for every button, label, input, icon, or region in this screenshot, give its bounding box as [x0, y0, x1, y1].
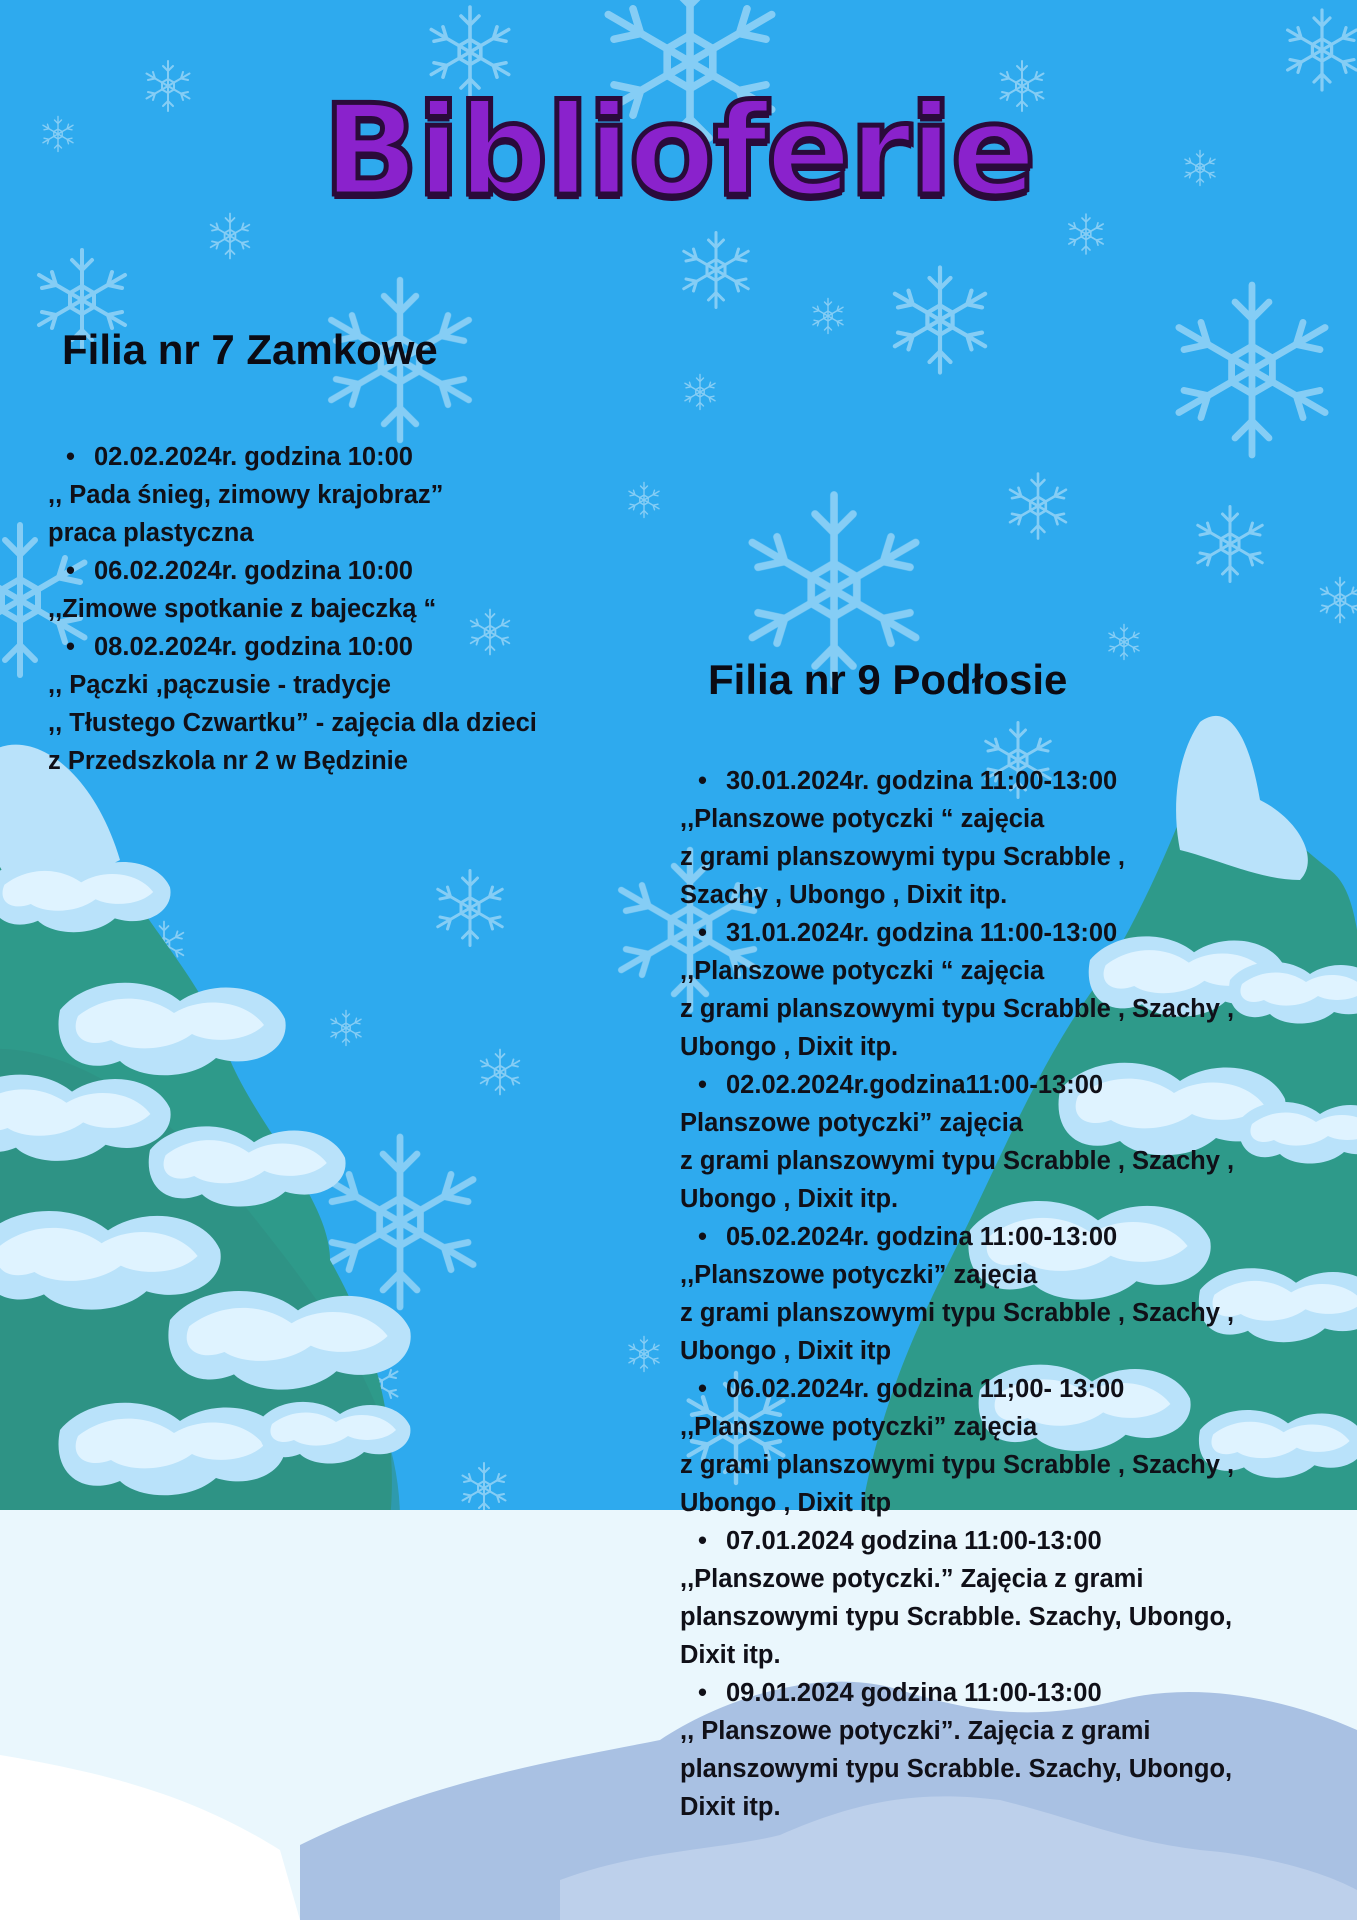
event-item — [680, 1066, 1234, 1218]
event-item — [680, 914, 1234, 1066]
page-title: Biblioferie — [322, 77, 1035, 224]
right-heading: Filia nr 9 Podłosie — [708, 656, 1068, 703]
event-item — [48, 552, 537, 628]
right-events-list — [680, 762, 1234, 1826]
event-date: • 05.02.2024r. godzina 11:00-13:00 — [680, 1218, 1234, 1256]
event-description-line: praca plastyczna — [48, 519, 254, 547]
event-item — [48, 438, 537, 552]
event-date: • 02.02.2024r. godzina 10:00 — [48, 438, 537, 476]
event-description-line: planszowymi typu Scrabble. Szachy, Ubongo, — [680, 1755, 1233, 1783]
event-date: • 06.02.2024r. godzina 10:00 — [48, 552, 537, 590]
event-description-line: ,,Planszowe potyczki.” Zajęcia z grami — [680, 1565, 1144, 1593]
event-date: • 06.02.2024r. godzina 11;00- 13:00 — [680, 1370, 1234, 1408]
left-heading: Filia nr 7 Zamkowe — [62, 326, 438, 373]
event-description-line: z grami planszowymi typu Scrabble , — [680, 843, 1125, 871]
event-description-line: Planszowe potyczki” zajęcia — [680, 1109, 1023, 1137]
event-description-line: Ubongo , Dixit itp — [680, 1337, 892, 1365]
event-description-line: z grami planszowymi typu Scrabble , Szachy , — [680, 1147, 1235, 1175]
event-item — [680, 1522, 1234, 1674]
event-item — [680, 1674, 1234, 1826]
event-description-line: Szachy , Ubongo , Dixit itp. — [680, 881, 1008, 909]
event-description-line: z grami planszowymi typu Scrabble , Szachy , — [680, 1299, 1235, 1327]
event-description-line: ,,Zimowe spotkanie z bajeczką “ — [48, 595, 437, 623]
event-description-line: z Przedszkola nr 2 w Będzinie — [48, 747, 408, 775]
event-description-line: Ubongo , Dixit itp. — [680, 1185, 899, 1213]
event-description-line: ,,Planszowe potyczki “ zajęcia — [680, 957, 1045, 985]
event-date: • 02.02.2024r.godzina11:00-13:00 — [680, 1066, 1234, 1104]
event-item — [680, 762, 1234, 914]
event-date: • 08.02.2024r. godzina 10:00 — [48, 628, 537, 666]
event-description-line: z grami planszowymi typu Scrabble , Szachy , — [680, 995, 1235, 1023]
event-item — [680, 1218, 1234, 1370]
event-description-line: ,, Planszowe potyczki”. Zajęcia z grami — [680, 1717, 1151, 1745]
event-description-line: ,,Planszowe potyczki” zajęcia — [680, 1261, 1038, 1289]
event-description-line: ,,Planszowe potyczki” zajęcia — [680, 1413, 1038, 1441]
event-description-line: ,,Planszowe potyczki “ zajęcia — [680, 805, 1045, 833]
event-date: • 09.01.2024 godzina 11:00-13:00 — [680, 1674, 1234, 1712]
event-date: • 31.01.2024r. godzina 11:00-13:00 — [680, 914, 1234, 952]
event-description-line: Ubongo , Dixit itp — [680, 1489, 892, 1517]
event-date: • 07.01.2024 godzina 11:00-13:00 — [680, 1522, 1234, 1560]
event-description-line: ,, Pączki ,pączusie - tradycje — [48, 671, 391, 699]
event-item — [48, 628, 537, 780]
event-description-line: Dixit itp. — [680, 1641, 781, 1669]
event-description-line: z grami planszowymi typu Scrabble , Szachy , — [680, 1451, 1235, 1479]
event-item — [680, 1370, 1234, 1522]
event-description-line: Dixit itp. — [680, 1793, 781, 1821]
event-description-line: planszowymi typu Scrabble. Szachy, Ubongo, — [680, 1603, 1233, 1631]
event-description-line: ,, Pada śnieg, zimowy krajobraz” — [48, 481, 444, 509]
event-description-line: Ubongo , Dixit itp. — [680, 1033, 899, 1061]
event-date: • 30.01.2024r. godzina 11:00-13:00 — [680, 762, 1234, 800]
left-events-list — [48, 438, 537, 780]
event-description-line: ,, Tłustego Czwartku” - zajęcia dla dzieci — [48, 709, 537, 737]
